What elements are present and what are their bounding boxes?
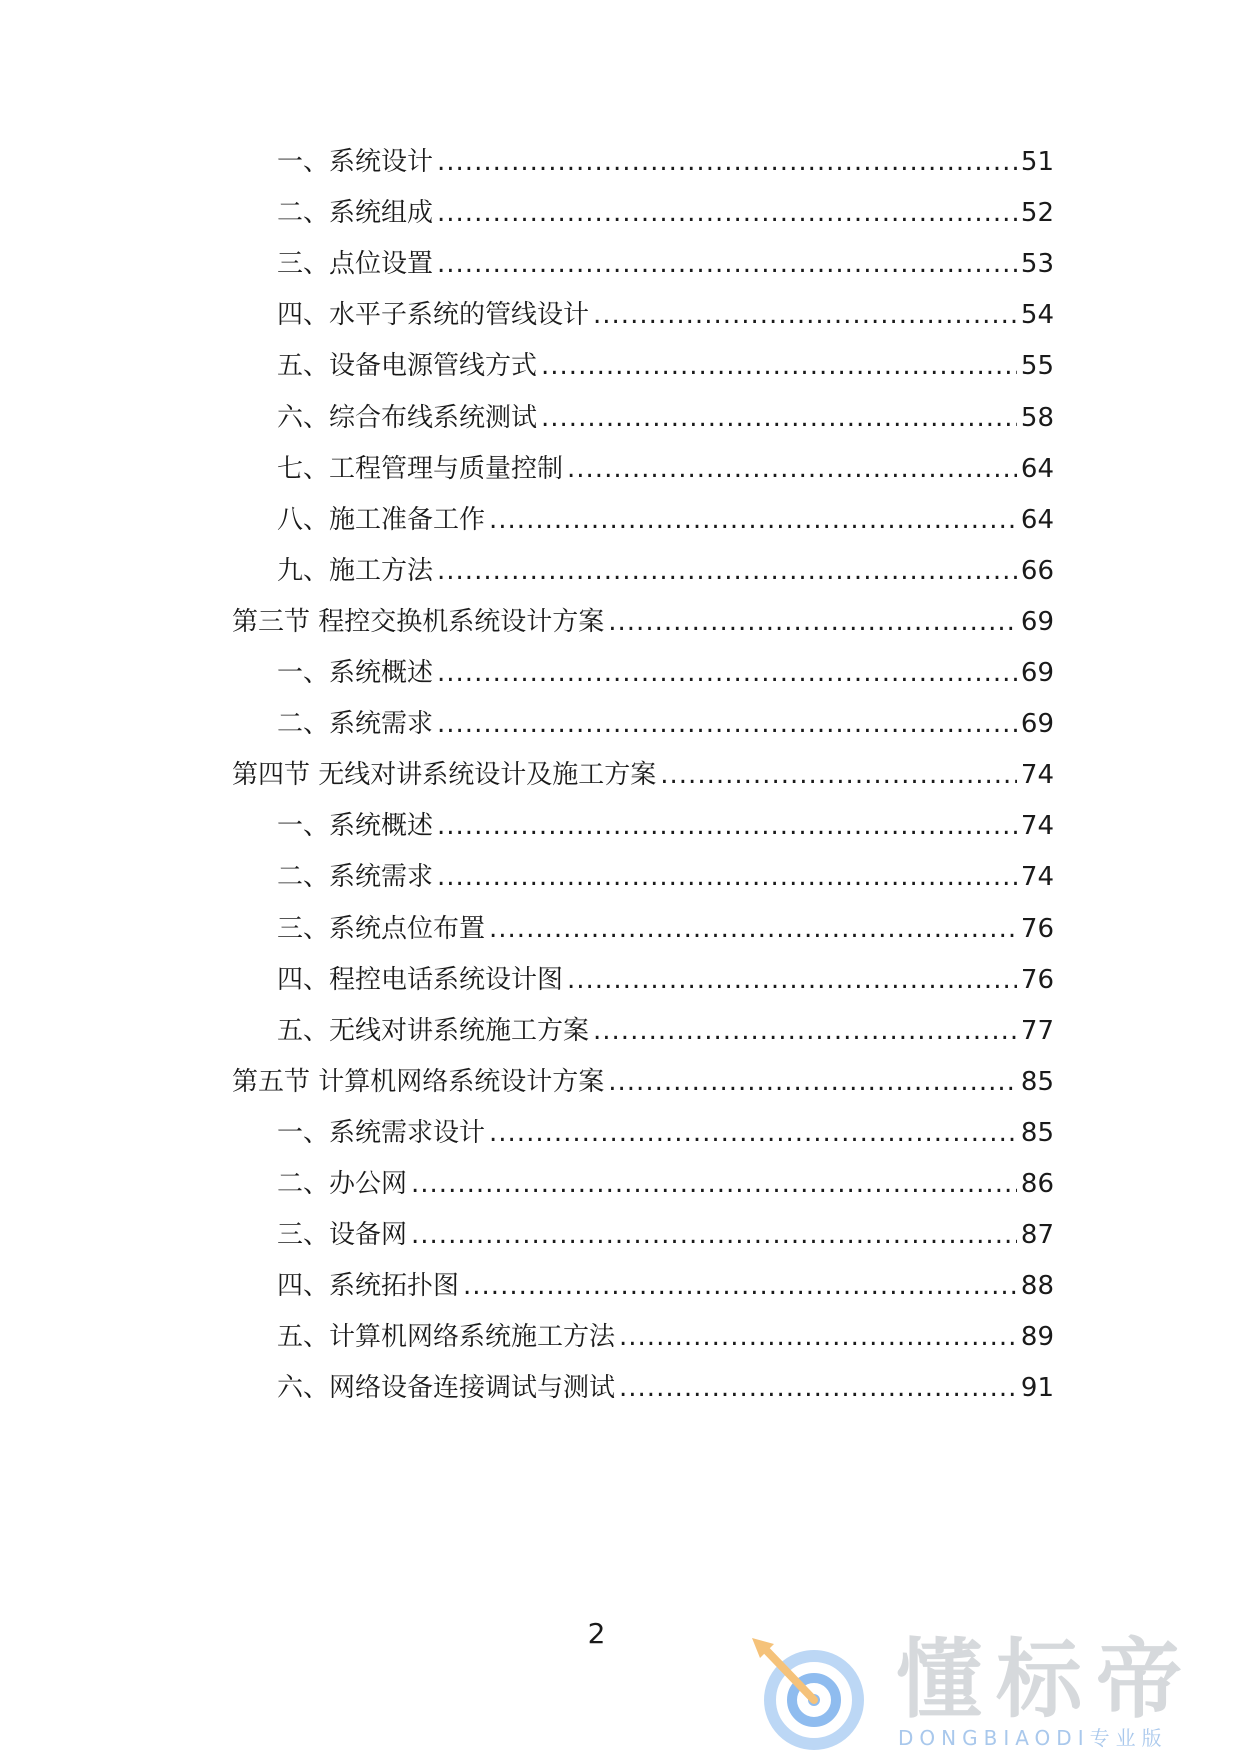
toc-entry-page: 89 xyxy=(1020,1322,1054,1353)
toc-entry xyxy=(277,295,1054,335)
toc-entry-title: 八、施工准备工作 xyxy=(277,504,486,535)
toc-entry xyxy=(277,398,1054,438)
toc-entry xyxy=(277,1011,1054,1051)
toc-entry-title: 一、系统需求设计 xyxy=(277,1117,486,1148)
toc-entry-page: 53 xyxy=(1020,249,1054,280)
toc-leader-dots xyxy=(489,1113,1017,1153)
toc-entry-page: 74 xyxy=(1020,862,1054,893)
toc-entry-page: 76 xyxy=(1020,913,1054,944)
page-number: 2 xyxy=(587,1617,606,1650)
toc-entry xyxy=(277,142,1054,182)
toc-leader-dots xyxy=(489,909,1017,949)
toc-entry-page: 69 xyxy=(1020,606,1054,637)
toc-entry xyxy=(277,244,1054,284)
toc-entry-title: 五、无线对讲系统施工方案 xyxy=(277,1015,590,1046)
toc-entry-page: 76 xyxy=(1020,964,1054,995)
toc-leader-dots xyxy=(437,142,1017,182)
toc-entry-title: 五、设备电源管线方式 xyxy=(277,351,538,382)
target-arrow-icon xyxy=(744,1630,872,1750)
toc-leader-dots xyxy=(437,806,1017,846)
toc-entry xyxy=(277,346,1054,386)
toc-entry-title: 一、系统概述 xyxy=(277,811,434,842)
toc-entry-title: 二、办公网 xyxy=(277,1169,408,1199)
toc-entry-title: 七、工程管理与质量控制 xyxy=(277,453,564,484)
toc-entry xyxy=(277,1266,1054,1306)
toc-entry xyxy=(277,704,1054,744)
toc-entry-title: 六、网络设备连接调试与测试 xyxy=(277,1373,616,1404)
toc-leader-dots xyxy=(593,1011,1017,1051)
toc-entry-page: 77 xyxy=(1020,1015,1054,1046)
toc-leader-dots xyxy=(437,857,1017,897)
toc-entry-page: 58 xyxy=(1020,402,1054,433)
toc-leader-dots xyxy=(437,704,1017,744)
toc-entry-title: 二、系统需求 xyxy=(277,862,434,893)
toc-entry xyxy=(277,960,1054,1000)
toc-entry xyxy=(277,1215,1054,1255)
toc-entry-title: 三、设备网 xyxy=(277,1220,408,1251)
toc-entry-title: 五、计算机网络系统施工方法 xyxy=(277,1322,616,1353)
toc-leader-dots xyxy=(489,500,1017,540)
toc-leader-dots xyxy=(593,295,1017,335)
toc-entry xyxy=(277,193,1054,233)
toc-entry-page: 87 xyxy=(1020,1220,1054,1251)
toc-entry-title: 第四节 无线对讲系统设计及施工方案 xyxy=(232,760,657,791)
toc-entry xyxy=(277,1368,1054,1408)
toc-leader-dots xyxy=(541,398,1017,438)
toc-entry-page: 69 xyxy=(1020,709,1054,740)
toc-entry-page: 64 xyxy=(1020,504,1054,535)
toc-entry-page: 51 xyxy=(1020,147,1054,177)
toc-entry-title: 第三节 程控交换机系统设计方案 xyxy=(232,606,605,637)
toc-entry xyxy=(277,1164,1054,1204)
toc-entry-page: 85 xyxy=(1020,1066,1054,1097)
toc-entry-page: 66 xyxy=(1020,555,1054,586)
toc-entry-title: 二、系统需求 xyxy=(277,709,434,740)
toc-entry-page: 54 xyxy=(1020,300,1054,331)
toc-entry xyxy=(277,1113,1054,1153)
toc-leader-dots xyxy=(437,653,1017,693)
toc-entry xyxy=(277,449,1054,489)
toc-entry-title: 三、系统点位布置 xyxy=(277,913,486,944)
toc-entry-title: 四、程控电话系统设计图 xyxy=(277,964,564,995)
toc-entry-page: 86 xyxy=(1020,1169,1054,1199)
toc-entry xyxy=(277,653,1054,693)
toc-entry xyxy=(277,806,1054,846)
toc-leader-dots xyxy=(619,1317,1017,1357)
toc-leader-dots xyxy=(463,1266,1017,1306)
toc-entry-page: 74 xyxy=(1020,811,1054,842)
toc-entry xyxy=(277,1317,1054,1357)
toc-entry-page: 69 xyxy=(1020,658,1054,688)
toc-entry-page: 91 xyxy=(1020,1373,1054,1404)
toc-entry-page: 64 xyxy=(1020,453,1054,484)
toc-leader-dots xyxy=(660,755,1017,795)
toc-leader-dots xyxy=(567,449,1017,489)
toc-leader-dots xyxy=(411,1215,1017,1255)
toc-leader-dots xyxy=(608,1062,1017,1102)
watermark-subtitle: DONGBIAODI专业版 xyxy=(898,1726,1168,1750)
toc-leader-dots xyxy=(437,193,1017,233)
toc-entry xyxy=(232,602,1054,642)
toc-entry xyxy=(232,755,1054,795)
toc-entry xyxy=(277,551,1054,591)
toc-entry xyxy=(277,500,1054,540)
toc-entry-page: 88 xyxy=(1020,1271,1054,1302)
toc-entry-title: 一、系统设计 xyxy=(277,147,434,177)
toc-entry xyxy=(232,1062,1054,1102)
toc-entry-title: 三、点位设置 xyxy=(277,249,434,280)
toc-entry xyxy=(277,857,1054,897)
toc-entry-page: 55 xyxy=(1020,351,1054,382)
toc-leader-dots xyxy=(541,346,1017,386)
toc-entry-title: 一、系统概述 xyxy=(277,658,434,688)
toc-leader-dots xyxy=(437,244,1017,284)
toc-entry-title: 六、综合布线系统测试 xyxy=(277,402,538,433)
toc-leader-dots xyxy=(411,1164,1017,1204)
toc-leader-dots xyxy=(619,1368,1017,1408)
toc-entry-page: 74 xyxy=(1020,760,1054,791)
toc-entry-title: 九、施工方法 xyxy=(277,555,434,586)
toc-entry-page: 85 xyxy=(1020,1117,1054,1148)
toc-leader-dots xyxy=(608,602,1017,642)
toc-entry-page: 52 xyxy=(1020,198,1054,229)
toc-entry-title: 第五节 计算机网络系统设计方案 xyxy=(232,1066,605,1097)
watermark-name: 懂标帝 xyxy=(896,1630,1196,1730)
toc-entry xyxy=(277,909,1054,949)
toc-leader-dots xyxy=(437,551,1017,591)
toc-leader-dots xyxy=(567,960,1017,1000)
toc-entry-title: 四、水平子系统的管线设计 xyxy=(277,300,590,331)
toc-entry-title: 四、系统拓扑图 xyxy=(277,1271,460,1302)
toc-entry-title: 二、系统组成 xyxy=(277,198,434,229)
watermark-logo xyxy=(744,1630,1222,1750)
